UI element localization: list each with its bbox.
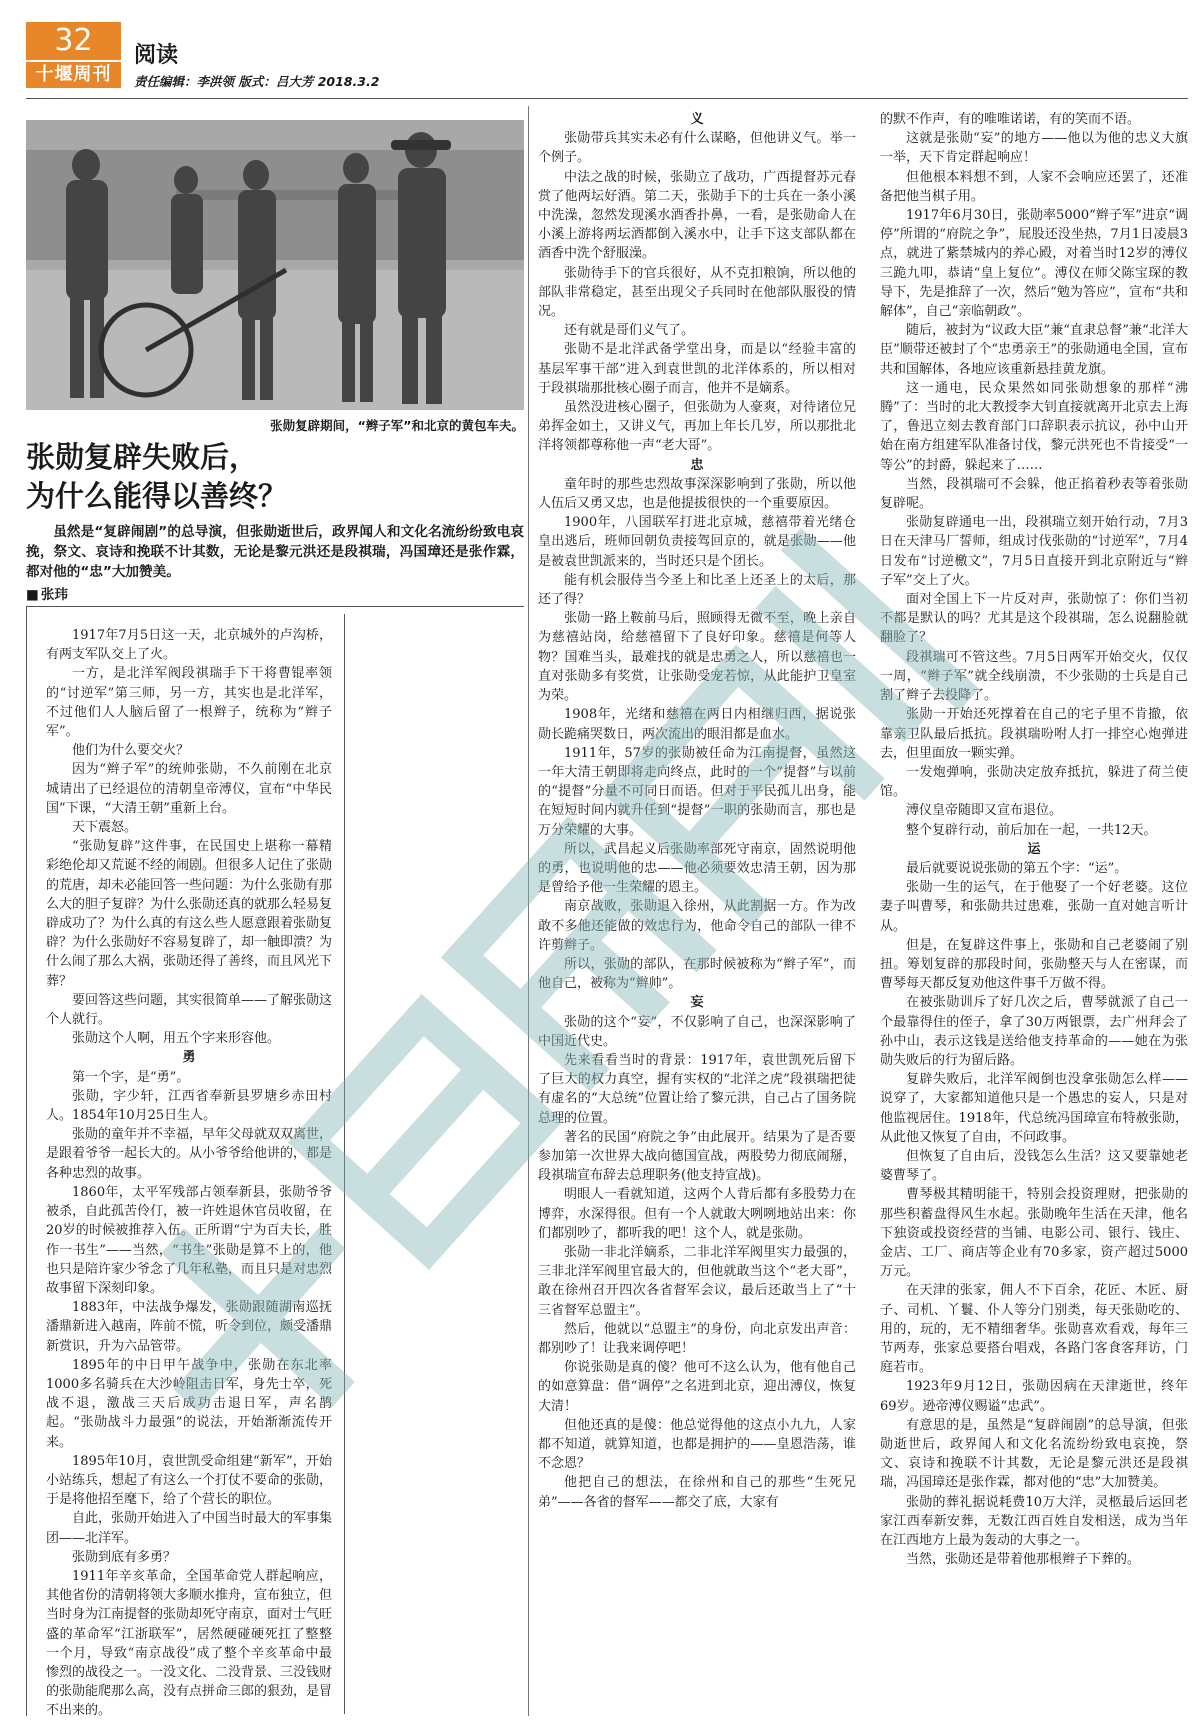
article-column-3 <box>880 110 1188 1720</box>
paragraph: 1860年，太平军残部占领奉新县，张勋爷爷被杀，自此孤苦伶仃，被一许姓退休官员收留，在20岁的时候被推荐入伍。正所谓“宁为百夫长，胜作一书生”——当然，“书生”张勋是算不上的，他也只是陪许家少爷念了几年私塾，而且只是对忠烈故事留下深刻印象。 <box>46 1184 332 1296</box>
section-title: 阅读 <box>134 43 179 68</box>
paragraph: 这一通电，民众果然如同张勋想象的那样“沸腾”了：当时的北大教授李大钊直接就离开北京去上海了，鲁迅立刻去教育部门口辞职表示抗议，孙中山开始在南方组建军队准备讨伐，黎元洪死也不肯接受“一等公”的封爵，躲起来了…… <box>880 380 1188 473</box>
paragraph: 的默不作声，有的唯唯诺诺，有的笑而不语。 <box>880 112 1141 127</box>
intro-rule <box>26 606 524 607</box>
paragraph: 1895年的中日甲午战争中，张勋在东北率1000多名骑兵在大沙岭阻击日军，身先士卒，死战不退，激战三天后成功击退日军，声名鹊起。“张勋战斗力最强”的说法，开始渐渐流传开来。 <box>46 1357 332 1450</box>
paragraph: 张勋带兵其实未必有什么谋略，但他讲义气。举一个例子。 <box>538 131 856 166</box>
paragraph: 溥仪皇帝随即又宣布退位。 <box>906 803 1063 819</box>
paragraph: 有意思的是，虽然是“复辟闹剧”的总导演，但张勋逝世后，政界闻人和文化名流纷纷致电哀挽，祭文、哀诗和挽联不计其数，无论是黎元洪还是段祺瑞，冯国璋还是张作霖，都对他的“忠”大加赞美。 <box>880 1417 1188 1491</box>
paragraph: 所以，张勋的部队，在那时候被称为“辫子军”，而他自己，被称为“辫帅”。 <box>538 956 856 992</box>
paragraph: 张勋，字少轩，江西省奉新县罗塘乡赤田村人。1854年10月25日生人。 <box>46 1088 332 1124</box>
paragraph: 1923年9月12日，张勋因病在天津逝世，终年69岁。逊帝溥仪赐谥“忠武”。 <box>880 1379 1188 1414</box>
paragraph: 张勋的童年并不幸福，早年父母就双双离世，是跟着爷爷一起长大的。从小爷爷给他讲的，都是各种忠烈的故事。 <box>46 1127 332 1181</box>
paragraph: 当然，张勋还是带着他那根辫子下葬的。 <box>906 1552 1141 1568</box>
paragraph: 当然，段祺瑞可不会躲，他正掐着秒表等着张勋复辟呢。 <box>880 476 1188 512</box>
paragraph: 所以，武昌起义后张勋率部死守南京，固然说明他的勇，也说明他的忠——他必须要效忠清王朝，因为那是曾给予他一生荣耀的恩主。 <box>538 841 856 896</box>
article-author: ■ 张玮 <box>26 583 68 603</box>
paragraph: 在被张勋训斥了好几次之后，曹琴就派了自己一个最靠得住的侄子，拿了30万两银票，去广州拜会了孙中山，表示这钱是送给他支持革命的——她在为张勋失败后的行为留后路。 <box>880 995 1188 1068</box>
paragraph: 在天津的张家，佣人不下百余，花匠、木匠、厨子、司机、丫鬟、仆人等分门别类，每天张勋吃的、用的，玩的，无不精细奢华。张勋喜欢看戏，每年三节两寿，张家总要搭台唱戏，各路门客食客拜访，门庭若市。 <box>880 1283 1188 1376</box>
paragraph: 张勋一开始还死撑着在自己的宅子里不肯撤，依靠亲卫队最后抵抗。段祺瑞吩咐人打一排空心炮弹进去，但里面放一颗实弹。 <box>880 707 1188 761</box>
paragraph: 但他根本料想不到，人家不会响应还罢了，还准备把他当棋子用。 <box>880 169 1188 204</box>
paragraph: 张勋一路上鞍前马后，照顾得无微不至，晚上亲自为慈禧站岗，给慈禧留下了良好印象。慈禧是何等人物？国难当头，最难找的就是忠勇之人，所以慈禧也一直对张勋多有奖赏，让张勋受宠若惊，从此能护卫皇室为荣。 <box>538 611 856 704</box>
paragraph: 1900年，八国联军打进北京城，慈禧带着光绪仓皇出逃后，班师回朝负责接驾回京的，就是张勋——他是被袁世凯派来的，当时还只是个团长。 <box>538 515 856 569</box>
title-line-2: 为什么能得以善终？ <box>26 479 288 513</box>
article-lead: 虽然是“复辟闹剧”的总导演，但张勋逝世后，政界闻人和文化名流纷纷致电哀挽，祭文、哀诗和挽联不计其数，无论是黎元洪还是段祺瑞，冯国璋还是张作霖，都对他的“忠”大加赞美。 <box>26 524 524 580</box>
paragraph: 1908年，光绪和慈禧在两日内相继归西，据说张勋长跪痛哭数日，两次流出的眼泪都是血水。 <box>538 707 856 742</box>
historical-photo <box>26 120 524 410</box>
title-line-1: 张勋复辟失败后， <box>26 440 259 474</box>
paragraph: 童年时的那些忠烈故事深深影响到了张勋，所以他人伍后又勇又忠，也是他提拔很快的一个重要原因。 <box>538 476 856 512</box>
header-rule <box>26 98 1188 99</box>
paragraph: 一方，是北洋军阀段祺瑞手下干将曹锟率领的“讨逆军”第三师，另一方，其实也是北洋军，不过他们人人脑后留了一根辫子，统称为“辫子军”。 <box>46 666 332 740</box>
paragraph: 张勋到底有多勇？ <box>72 1549 177 1565</box>
paragraph: 面对全国上下一片反对声，张勋惊了：你们当初不都是默认的吗？尤其是这个段祺瑞，怎么说翻脸就翻脸了？ <box>880 592 1188 646</box>
paragraph: 中法之战的时候，张勋立了战功，广西提督苏元春赏了他两坛好酒。第二天，张勋手下的士兵在一条小溪中洗澡，忽然发现溪水酒香扑鼻，一看，是张勋命人在小溪上游将两坛酒都倒入溪水中，让手下这支部队都在酒香中洗个舒服澡。 <box>538 169 856 262</box>
paragraph: 张勋一生的运气，在于他娶了一个好老婆。这位妻子叫曹琴，和张勋共过患难，张勋一直对她言听计从。 <box>880 880 1188 934</box>
column-rule-2 <box>528 106 529 1716</box>
paragraph: 张勋复辟通电一出，段祺瑞立刻开始行动，7月3日在天津马厂誓师，组成讨伐张勋的“讨逆军”，7月4日发布“讨逆檄文”，7月5日直接开到北京附近与“辫子军”交上了火。 <box>880 515 1188 588</box>
paragraph: 第一个字，是“勇”。 <box>72 1069 190 1085</box>
paragraph: 然后，他就以“总盟主”的身份，向北京发出声音：都别吵了！让我来调停吧！ <box>538 1321 856 1356</box>
paragraph: 这就是张勋“妄”的地方——他以为他的忠义大旗一举，天下肯定群起响应！ <box>880 131 1188 166</box>
subhead-yun: 运 <box>1027 841 1041 857</box>
paragraph: 张勋的葬礼据说耗费10万大洋，灵柩最后运回老家江西奉新安葬，无数江西百姓自发相送，成为当年在江西地方上最为轰动的大事之一。 <box>880 1494 1188 1549</box>
paragraph: 1895年10月，袁世凯受命组建“新军”，开始小站练兵，想起了有这么一个打仗不要命的张勋，于是将他招至麾下，给了个营长的职位。 <box>46 1453 332 1508</box>
paragraph: 自此，张勋开始进入了中国当时最大的军事集团——北洋军。 <box>46 1511 332 1546</box>
paragraph: 你说张勋是真的傻？他可不这么认为，他有他自己的如意算盘：借“调停”之名进到北京，迎出溥仪，恢复大清！ <box>538 1360 856 1414</box>
paragraph: 张勋不是北洋武备学堂出身，而是以“经验丰富的基层军事干部”进入到袁世凯的北洋体系的，所以相对于段祺瑞那批核心圈子而言，他并不是嫡系。 <box>538 342 856 396</box>
paragraph: 先来看看当时的背景：1917年，袁世凯死后留下了巨大的权力真空，握有实权的“北洋之虎”段祺瑞把徒有虚名的“大总统”位置让给了黎元洪，自己占了国务院总理的位置。 <box>538 1052 856 1126</box>
paragraph: 整个复辟行动，前后加在一起，一共12天。 <box>906 822 1157 838</box>
left-bracket-rule <box>26 606 27 1716</box>
paragraph: 1911年辛亥革命，全国革命党人群起响应，其他省份的清朝将领大多顺水推舟，宣布独立，但当时身为江南提督的张勋却死守南京，面对士气旺盛的革命军“江浙联军”，居然硬碰硬死扛了整整一个月，导致“南京战役”成了整个辛亥革命中最惨烈的战役之一。一没文化、二没背景、三没钱财的张勋能爬那么高，没有点拼命三郎的狠劲，是冒不出来的。 <box>46 1568 332 1719</box>
paragraph: 最后就要说说张勋的第五个字：“运”。 <box>906 860 1128 876</box>
paragraph: 明眼人一看就知道，这两个人背后都有多股势力在博弈，水深得很。但有一个人就敢大咧咧地站出来：你们都别吵了，都听我的吧！这个人，就是张勋。 <box>538 1187 856 1241</box>
paragraph: 一发炮弹响，张勋决定放弃抵抗，躲进了荷兰使馆。 <box>880 764 1188 800</box>
paragraph: 1883年，中法战争爆发，张勋跟随湖南巡抚潘鼎新进入越南，阵前不慌，听令到位，颇受潘鼎新赏识，升为六品管带。 <box>46 1300 332 1354</box>
subhead-zhong: 忠 <box>690 457 704 473</box>
paragraph: 段祺瑞可不管这些。7月5日两军开始交火，仅仅一周，“辫子军”就全线崩溃，不少张勋的士兵是自己割了辫子去投降了。 <box>880 649 1188 704</box>
paragraph: 他把自己的想法，在徐州和自己的那些“生死兄弟”——各省的督军——都交了底，大家有 <box>538 1475 856 1510</box>
paragraph: 但恢复了自由后，没钱怎么生活？这又要靠她老婆曹琴了。 <box>880 1148 1188 1184</box>
article-column-2 <box>538 110 856 1720</box>
paragraph: 他们为什么要交火？ <box>72 743 190 759</box>
paragraph: 张勋的这个“妄”，不仅影响了自己，也深深影响了中国近代史。 <box>538 1014 856 1049</box>
paragraph: 南京战败，张勋退入徐州，从此割据一方。作为改敢不多他还能做的效忠行为，他命令自己的部队一律不许剪辫子。 <box>538 899 856 953</box>
paragraph: 能有机会服侍当今圣上和比圣上还圣上的太后，那还了得？ <box>538 572 856 608</box>
paragraph: 张勋这个人啊，用五个字来形容他。 <box>72 1031 281 1047</box>
subhead-yi: 义 <box>690 112 704 127</box>
paragraph: 曹琴极其精明能干，特别会投资理财，把张勋的那些积蓄盘得风生水起。张勋晚年生活在天津，他名下独资或投资经营的当铺、电影公司、银行、钱庄、金店、工厂、商店等企业有70多家，资产超过5000万元。 <box>880 1187 1188 1280</box>
page-number: 32 <box>26 22 121 60</box>
publication-name: 十堰周刊 <box>26 62 121 88</box>
paragraph: 随后，被封为“议政大臣”兼“直隶总督”兼“北洋大臣”顺带还被封了个“忠勇亲王”的张勋通电全国，宣布共和国解体，各地应该重新悬挂黄龙旗。 <box>880 323 1188 377</box>
photo-caption: 张勋复辟期间，“辫子军”和北京的黄包车夫。 <box>270 418 524 433</box>
paragraph: 但是，在复辟这件事上，张勋和自己老婆闹了别扭。筹划复辟的那段时间，张勋整天与人在密谋，而曹琴每天都反复劝他这件事千万做不得。 <box>880 937 1188 992</box>
paragraph: 张勋待手下的官兵很好，从不克扣粮饷，所以他的部队非常稳定，甚至出现父子兵同时在他部队服役的情况。 <box>538 265 856 320</box>
paragraph: 1917年6月30日，张勋率5000“辫子军”进京“调停”所谓的“府院之争”，屁股还没坐热，7月1日凌晨3点，就进了紫禁城内的养心殿，对着当时12岁的溥仪三跪九叩，恭请“皇上复位”。溥仪在师父陈宝琛的教导下，先是推辞了一次，然后“勉为答应”，宣布“共和解体”，自己“亲临朝政”。 <box>880 208 1188 320</box>
paragraph: 因为“辫子军”的统帅张勋，不久前刚在北京城请出了已经退位的清朝皇帝溥仪，宣布“中华民国”下课，“大清王朝”重新上台。 <box>46 762 332 816</box>
subhead-yong: 勇 <box>182 1050 196 1066</box>
paragraph: 要回答这些问题，其实很简单——了解张勋这个人就行。 <box>46 992 332 1028</box>
paragraph: 1911年，57岁的张勋被任命为江南提督，虽然这一年大清王朝即将走向终点，此时的一个“提督”与以前的“提督”分量不可同日而语。但对于平民孤儿出身，能在短短时间内就升任到“提督”一职的张勋而言，那也是万分荣耀的大事。 <box>538 745 856 838</box>
paragraph: 复辟失败后，北洋军阀倒也没拿张勋怎么样——说穿了，大家都知道他只是一个愚忠的妄人，只是对他监视居住。1918年，代总统冯国璋宣布特赦张勋，从此他又恢复了自由，不问政事。 <box>880 1072 1188 1145</box>
paragraph: 虽然没进核心圈子，但张勋为人豪爽，对待诸位兄弟挥金如土，又讲义气，再加上年长几岁，所以那批北洋将领都尊称他一声“老大哥”。 <box>538 400 856 454</box>
column-rule-1 <box>344 614 345 1714</box>
paragraph: 天下震怒。 <box>72 820 138 836</box>
paragraph: 著名的民国“府院之争”由此展开。结果为了是否要参加第一次世界大战向德国宣战，两股势力彻底闹掰，段祺瑞宣布辞去总理职务(他支持宣战)。 <box>538 1129 856 1184</box>
photo-illustration <box>26 120 524 410</box>
subhead-wang: 妄 <box>690 995 704 1011</box>
credits-line: 责任编辑：李洪领 版式：吕大芳 2018.3.2 <box>134 74 380 89</box>
paragraph: 张勋一非北洋嫡系，二非北洋军阀里实力最强的，三非北洋军阀里官最大的，但他就敢当这个“老大哥”，敢在徐州召开四次各省督军会议，最后还敢当上了“十三省督军总盟主”。 <box>538 1244 856 1318</box>
paragraph: “张勋复辟”这件事，在民国史上堪称一幕精彩绝伦却又荒诞不经的闹剧。但很多人记住了张勋的荒唐，却未必能回答一些问题：为什么张勋有那么大的胆子复辟？为什么张勋还真的就那么轻易复辟成功了？为什么真的有这么些人愿意跟着张勋复辟？为什么张勋好不容易复辟了，却一触即溃？为什么闹了那么大祸，张勋还得了善终，而且风光下葬？ <box>46 839 332 989</box>
article-column-1 <box>46 626 332 1721</box>
article-title <box>26 438 524 516</box>
paragraph: 1917年7月5日这一天，北京城外的卢沟桥，有两支军队交上了火。 <box>46 628 332 663</box>
paragraph: 但他还真的是傻：他总觉得他的这点小九九，人家都不知道，就算知道，也都是拥护的——皇恩浩荡，谁不念恩？ <box>538 1417 856 1472</box>
paragraph: 还有就是哥们义气了。 <box>564 323 695 339</box>
